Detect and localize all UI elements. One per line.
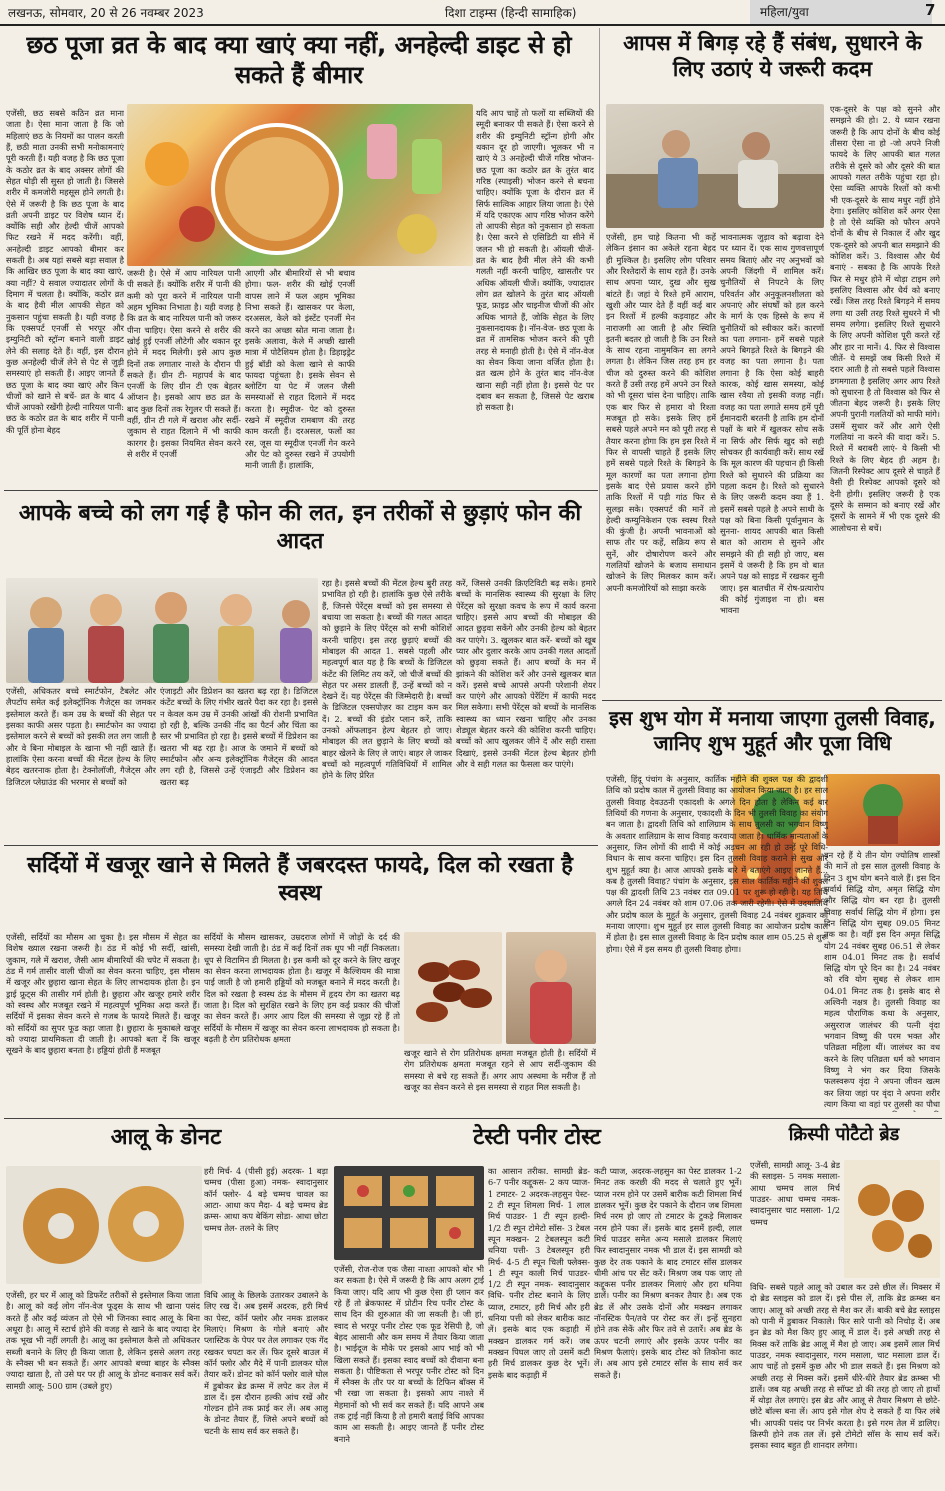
dates-column-2: सर्दियों के मौसम खासकर, उम्रदराज लोगों में जोड़ों के दर्द की समस्या देखी जाती है। ठंड में कई दिनों तक धूप भी नहीं निकलता। धूप से विटामिन डी मिलता है। इस कमी को दूर करने के लिए खजूर का सेवन करना लाभदायक होता है। खजूर में कैल्शियम की मात्रा पाई जाती है जो हमारी हड्डियों को मजबूत बनाने में मदद करती है। दिल को रखता है स्वस्थ ठंड के मौसम में हृदय रोग का खतरा बढ़ जाता है। दिल को सुरक्षित रखने के लिए हम कई प्रकार की चीजों का सेवन करते हैं। अगर आप दिल की समस्या से जूझ रहे हैं तो सर्दियों के मौसम में खजूर का सेवन करना लाभदायक हो सकता है। बढ़ती है रोग प्रतिरोधक क्षमता bbox=[204, 932, 400, 1044]
relationship-headline: आपस में बिगड़ रहे हैं संबंध, सुधारने के लिए उठाएं ये जरूरी कदम bbox=[623, 31, 922, 82]
potato-bread-method: विधि- सबसे पहले आलू को उबाल कर उसे छील लें। मिक्सर में दो ब्रेड स्लाइस को डाल दें। इसे पीस लें, ताकि ब्रेड क्रम्ब्स बन जाए। आलू को अच्छी तरह से मैश कर लें। बाकी बचे ब्रेड स्लाइस को पानी में डुबाकर निकाले। फिर सारे पानी को निचोड़ दें। अब इन ब्रेड को मैश किए हुए आलू में डाल दें। इसे अच्छी तरह से मिक्स करें ताकि ब्रेड आलू में मैश हो जाए। अब इसमें लाल मिर्च पाउडर, नमक स्वादानुसार, गरम मसाला, चाट मसाला डाल दें। आप चाहें तो इसमें कुछ और भी डाल सकते हैं। इस मिश्रण को अच्छी तरह से मिक्स करें। इसमें धीरे-धीरे तैयार ब्रेड क्रम्ब्स भी डालें। जब यह अच्छी तरह से सॉफ्ट डो की तरह हो जाए तो हाथों में थोड़ा तेल लगाएं। इस ब्रेड और आलू से तैयार मिश्रण से छोटे-छोटे बॉल्स बना लें। आप इसे गोल शेप दे सकते हैं या फिर लंबे भी। आपकी पसंद पर निर्भर करता है। इसे गरम तेल में डालिए। क्रिस्पी होने तक तल लें। इसे टोमेटो सॉस के साथ सर्व करें। इसका स्वाद बहुत ही शानदार लगेगा। bbox=[750, 1282, 940, 1451]
woman-health-photo bbox=[506, 932, 596, 1044]
section-rule bbox=[602, 700, 942, 701]
paneer-toast-headline: टेस्टी पनीर टोस्ट bbox=[473, 1125, 601, 1150]
dates-headline: सर्दियों में खजूर खाने से मिलते हैं जबरदस्त फायदे, दिल को रखता है स्वस्थ bbox=[27, 853, 573, 906]
section-rule bbox=[4, 1118, 942, 1119]
aloo-donut-ingredients: हरी मिर्च- 4 (पीसी हुई) अदरक- 1 बड़ा चम्मच (पीसा हुआ) नमक- स्वादानुसार कॉर्न फ्लोर- 4 बड़े चम्मच चावल का आटा- आधा कप मैदा- 4 बड़े चम्मच ब्रेड क्रम्स- आधा कप बेकिंग सोडा- आधा छोटा चम्मच तेल- तलने के लिए bbox=[204, 1166, 328, 1233]
couple-argument-photo bbox=[606, 104, 824, 228]
chhath-fruits-photo bbox=[127, 104, 473, 266]
section-label: महिला/युवा bbox=[750, 0, 932, 24]
paneer-toast-column-1: एजेंसी, रोज-रोज एक जैसा नाश्ता आपको बोर भी कर सकता है। ऐसे में जरूरी है कि आप अलग ट्राई किया जाए। यदि आप भी कुछ ऐसा ही प्लान कर रहे हैं तो ब्रेकफास्ट में प्रोटीन रिच पनीर टोस्ट के साथ दिन की शुरुआत की जा सकती है। जी हां, स्वाद से भरपूर पनीर टोस्ट एक फूड रेसिपी है, जो बेहद आसानी और कम समय में तैयार किया जाता है। भाईदूज के मौके पर इसको आप भाई को भी खिला सकते हैं। इसका स्वाद बच्चों को दीवाना बना सकता है। पौष्टिकता से भरपूर पनीर टोस्ट को दिन में स्नैक्स के तौर पर या बच्चों के टिफिन बॉक्स में भी रखा जा सकता है। इसको आप नाश्ते में मेहमानों को भी सर्व कर सकते हैं। यदि आपने अब तक ट्राई नहीं किया है तो हमारी बताई विधि आपका काम आ सकती है। आइए जानते हैं पनीर टोस्ट बनाने bbox=[334, 1264, 484, 1444]
paneer-toast-photo bbox=[334, 1166, 484, 1260]
potato-bread-ingredients: एजेंसी, सामग्री आलू- 3-4 ब्रेड की स्लाइस- 5 नमक मसाला- आधा चम्मच लाल मिर्च पाउडर- आधा चम्मच नमक- स्वादानुसार चाट मसाला- 1/2 चम्मच bbox=[750, 1160, 840, 1227]
phone-column-4: करें, जिससे उनकी क्रिएटिविटी बढ़ सके। हमारे बच्चों के मानसिक स्वास्थ्य की सुरक्षा के लिए पेरेंट्स को सुरक्षा कवच के रूप में कार्य करना चाहिए। इससे आप बच्चों की मोबाइल की आदत छुड़वा सकेंगे और उनकी हेल्थ को बेहतर कर पाएंगे। 3. खुलकर बात करें- बच्चों को खूब प्यार और दुलार करके आप उनकी गलत आदतों को छुड़वा सकते हैं। आप बच्चों के मन में झांकने की कोशिश करें और उनसे खुलकर बात करें। इससे बच्चे आपसे अपनी परेशानी शेयर कर पाएंगे और आपको पेरेंटिंग में काफी मदद मिल सकेगा। सभी पेरेंट्स को बच्चों के मानसिक स्वास्थ्य का ध्यान रखना चाहिए और उनका शेड्यूल बेहतर करने की कोशिश करनी चाहिए। बच्चों को आप खुलकर जीने दें और सही रास्ता दिखाएं, इससे उनकी मेंटल हेल्थ बेहतर होगी और वे सही गलत का फैसला कर पाएंगे। bbox=[456, 578, 596, 769]
aloo-donut-column-1: एजेंसी, हर घर में आलू को डिफरेंट तरीकों से इस्तेमाल किया जाता है। आलू को कई लोग नॉन-वेज फूड्स के साथ भी खाना पसंद करते हैं और कई व्यंजन तो ऐसे भी जिनका स्वाद आलू के बिना अधूरा है। आलू में स्टार्च होने की वजह से खाने के बाद ज्यादा देर तक भूख भी नहीं लगती है। आलू का इस्तेमाल कैसे तो अधिकतर सब्जी बनाने के लिए ही किया जाता है, लेकिन इससे अलग तरह के स्नैक्स भी बन सकते हैं। अगर आपको बच्चा बाहर के स्नैक्स ज्यादा खाता है, तो उसे घर पर ही आलू के डोनट बनाकर सर्व करें। सामग्री आलू- 500 ग्राम (उबले हुए) bbox=[6, 1290, 200, 1391]
aloo-donut-headline: आलू के डोनट bbox=[110, 1125, 222, 1150]
phone-headline: आपके बच्चे को लग गई है फोन की लत, इन तरीकों से छुड़ाएं फोन की आदत bbox=[18, 501, 582, 554]
chhath-column-4: यदि आप चाहें तो फलों या सब्जियों की स्मूदी बनाकर पी सकते हैं। ऐसा करने से शरीर की इम्युनिटी स्ट्रॉन्ग होगी और थकान दूर हो जाएगी। भूलकर भी न खाएं ये 3 अनहेल्दी चीजें गरिष्ठ भोजन- छठ पूजा का कठोर व्रत के तुरंत बाद गरिष्ठ (स्पाइसी) भोजन करने से बचना चाहिए। क्योंकि पूजा के दौरान व्रत में सिर्फ सात्विक आहार लिया जाता है। ऐसे में यदि एकाएक आप गरिष्ठ भोजन करेंगे तो आपकी सेहत को नुकसान हो सकता है। ऐसा करने से एसिडिटी या सीने में जलन भी हो सकती है। ऑयली चीजें- व्रत के बाद हैवी मील लेने की कभी गलती नहीं करनी चाहिए, खासतौर पर अधिक ऑयली चीजें। क्योंकि, ज्यादातर लोग व्रत खोलने के तुरंत बाद ऑयली फूड, फ्राइड और चाइनीज चीजों की ओर अधिक भागते हैं, जोकि सेहत के लिए नुकसानदायक है। नॉन-वेज- छठ पूजा के व्रत में तामसिक भोजन करने की पूरी तरह से मनाही होती है। ऐसे में नॉन-वेज का सेवन किया जाना वर्जित होता है। व्रत खत्म होने के तुरंत बाद नॉन-वेज खाना सही नहीं होता है। इससे पेट पर दबाव बन सकता है, जिससे पेट खराब हो सकता है। bbox=[476, 108, 594, 413]
dates-fruit-photo bbox=[404, 932, 502, 1044]
potato-bread-headline: क्रिस्पी पोटैटो ब्रेड bbox=[788, 1124, 900, 1145]
section-rule bbox=[4, 490, 598, 491]
aloo-donut-photo bbox=[6, 1166, 202, 1284]
potato-bread-photo bbox=[844, 1160, 940, 1278]
phone-column-3: रहा है। इससे बच्चों की मेंटल हेल्थ बुरी तरह प्रभावित हो रही है। हालांकि कुछ ऐसे तरीके हैं, जिनसे पेरेंट्स बच्चों को इस समस्या से बचाया जा सकता है। बच्चों की गलत आदत को छुड़ाने के लिए पेरेंट्स को सभी कोशिशें करनी चाहिए। इस तरह छुड़ाएं बच्चों की मोबाइल की आदत 1. सबसे पहली और महत्वपूर्ण बात यह है कि बच्चों के डिजिटल कंटेंट की लिमिट तय करें, जो चीजें बच्चों की सेहत पर असर डालती हैं, उन्हें बच्चों को न देखने दें। यह पेरेंट्स की जिम्मेदारी है। बच्चों के डिजिटल एक्सपोज़र का टाइम कम कर दें। 2. बच्चों की इंडोर प्लान करें, ताकि उनको ऑफलाइन हेल्प बेहतर हो जाए। मोबाइल की लत छुड़ाने के लिए बच्चों को बाहर खेलने के लिए ले जाएं। बाहर ले जाकर बच्चों को महत्वपूर्ण गतिविधियों में शामिल होने के लिए प्रेरित bbox=[322, 578, 452, 781]
phone-column-1: एजेंसी, अधिकतर बच्चे स्मार्टफोन, टैबलेट और लैपटॉप समेत कई इलेक्ट्रॉनिक गैजेट्स का जमकर इस्तेमाल करते हैं। कम उम्र के बच्चों की सेहत पर इसका काफी असर पड़ता है। स्मार्टफोन का ज्यादा इस्तेमाल करने से बच्चों को इसकी लत लग जाती है और वे बिना मोबाइल के खाना भी नहीं खाते हैं। हालांकि ऐसा करना बच्चों की मेंटल हेल्थ के लिए बेहद खतरनाक होता है। टेक्नोलॉजी, गैजेट्स और डिजिटल प्लेग्राउंड की भरमार से बच्चों को bbox=[6, 686, 156, 787]
relationship-column-2: भावनात्मक जुड़ाव को बढ़ावा देने पर ध्यान दें। एक साथ गुणवत्तापूर्ण समय बिताएं और नए अनुभवों को अपनी जिंदगी में शामिल करें। चुनौतियों से निपटने के लिए परिवर्तन और अनुकूलनशीलता को अपनाएं और संघर्षों को हल करने के मार्ग के एक हिस्से के रूप में चुनौतियों को स्वीकार करें। कारणों का पता लगाना- हमें सबसे पहले अपने बिगड़ते रिश्ते के बिगड़ने की वजह का पता लगाना है। पता लगाना है कि ऐसा कोई बाहरी कारक, कोई खास समस्या, कोई खास रवैया तो इसकी वजह नहीं। वजह का पता लगाते समय हमें पूरी ईमानदारी बरतनी है ताकि हम दोनों पक्षों के बारे में खुलकर सोच सकें ना सिर्फ और सिर्फ खुद को सही सोचकर ही कार्यवाही करें। साथ रखें कि मूल कारण की पहचान ही किसी रिश्ते को सुधारने की प्रक्रिया का पहला कदम है। रिश्ते को सुधारने के लिए जरूरी कदम क्या हैं 1. इसमें सबसे पहले है अपने साथी के पक्ष को बिना किसी पूर्वानुमान के सुनना- शायद आपकी बात किसी बात को आराम से सुनने और समझने की ही सही हो जाए, बस इसमें ये जरूरी है कि हम वो बात अपने पक्ष को साइड में रखकर सुनी जाए। इस बातचीत में रोष-प्रत्यारोप की कोई गुंजाइश ना हो। बस भावना bbox=[720, 232, 824, 616]
page-header bbox=[0, 0, 945, 26]
issue-date: लखनऊ, सोमवार, 20 से 26 नवम्बर 2023 bbox=[8, 6, 204, 20]
tulsi-column-2: बन रहे हैं ये तीन योग ज्योतिष शास्त्रों की मानें तो इस साल तुलसी विवाह के दिन 3 शुभ योग बनने वाले हैं। इस दिन सर्वार्थ सिद्धि योग, अमृत सिद्धि योग और सिद्धि योग बन रहा है। तुलसी विवाह सर्वार्थ सिद्धि योग में होगा। इस दिन सिद्धि योग सुबह 09.05 मिनट तक का है। वहीं इस दिन अमृत सिद्धि योग 24 नवंबर सुबह 06.51 से लेकर शाम 04.01 मिनट तक है। सर्वार्थ सिद्धि योग पूरे दिन का है। 24 नवंबर को रवि योग सुबह से लेकर शाम 04.01 मिनट तक है। इसके बाद से अश्विनी नक्षत्र है। तुलसी विवाह का महत्व पौराणिक कथा के अनुसार, असुरराज जालंधर की पत्नी वृंदा भगवान विष्णु की परम भक्त और पतिव्रता महिला थीं। जालंधर का वध करने के लिए पतिव्रता धर्म को भगवान विष्णु ने भंग कर दिया जिसके फलस्वरूप वृंदा ने अपना जीवन खत्म कर लिया जहां पर वृंदा ने अपना शरीर त्याग किया था वहां पर तुलसी का पौधा bbox=[824, 850, 940, 1109]
page-number: 7 bbox=[925, 1, 936, 19]
newspaper-name: दिशा टाइम्स (हिन्दी सामाहिक) bbox=[445, 6, 577, 20]
tulsi-plant-photo bbox=[826, 774, 940, 846]
relationship-column-1: एजेंसी, हम चाहे कितना भी कहें लेकिन इंसान का अकेले रहना बेहद ही मुश्किल है। इसलिए लोग परिवार और रिश्तेदारों के साथ रहते हैं। उनके साथ अपना प्यार, दुख और सुख बांटते हैं। जहां ये रिश्ते हमें आराम, खुशी और प्यार देते हैं वहीं कई बार इन रिश्तों में हल्की कड़वाहट और नाराजगी आ जाती है और स्थिति इतनी बदतर हो जाती है कि उन रिश्ते के साथ रहना नामुमकिन सा लगने लगता है। लेकिन जिस तरह हम हर चीज को दुरुस्त करने की कोशिश करते हैं उसी तरह हमें अपने उन रिश्ते को भी दूसरा चांस देना चाहिए। ताकि एक बार फिर से हमारा वो रिश्ता मजबूत हो सके। इसके लिए हमें सबसे पहले अपने मन को पूरी तरह से तैयार करना होगा कि हम इस रिश्ते में फिर से वापसी चाहते हैं इसके लिए हमें सबसे पहले रिश्ते के बिगड़ने के मूल कारणों का पता लगाना होगा इसके बाद ऐसे प्रयास करने होंगे ताकि रिश्तों में पड़ी गांठ फिर से सुलझ सके। एक्सपर्ट की मानें तो हेल्दी कम्युनिकेशन एक स्वस्थ रिश्ते की कुंजी है। अपनी भावनाओं को साफ तौर पर कहें, सक्रिय रूप से सुनें, और दोषारोपण करने और गलतियों खोजने के बजाय समाधान खोजने के लिए मिलकर काम करें। अपनी कमजोरियों को साझा करके bbox=[606, 232, 716, 593]
chhath-column-1: एजेंसी, छठ सबसे कठिन व्रत माना जाता है। ऐसा माना जाता है कि जो महिलाएं छठ के नियमों का पालन करती हैं, छठी माता उनकी सभी मनोकामनाएं पूरी करती हैं। यही वजह है कि छठ पूजा के कठोर व्रत के बाद अक्सर लोगों की सेहत थोड़ी सी सुस्त हो जाती है। जिससे शरीर में कमजोरी महसूस होने लगती है। ऐसे में जरूरी है कि छठ पूजा के बाद व्रती अपनी डाइट पर विशेष ध्यान दें। क्योंकि सही और हेल्दी चीजें आपको फिट रखने में मदद करेंगी। वहीं, अनहेल्दी डाइट आपको बीमार कर सकती है। अब यहां सबसे बड़ा सवाल है कि आखिर छठ पूजा के बाद क्या खाएं, क्या नहीं? ये सवाल ज्यादातर लोगों के दिमाग में चलता है। क्योंकि, कठोर व्रत के बाद हैवी मील आपकी सेहत को नुकसान पहुंचा सकती है। यही वजह है कि एक्सपर्ट एनर्जी से भरपूर और इम्युनिटी को स्ट्रॉन्ग बनाने वाली डाइट लेने की सलाह देते हैं। वहीं, इस दौरान कुछ अनहेल्दी चीजें लेने से पेट से जुड़ी समस्याएं हो सकती हैं। आइए जानते हैं छठ पूजा के बाद क्या खाएं और किन चीजों को खाने से बचें- व्रत के बाद 4 चीजें आपको रखेंगी हेल्दी नारियल पानी: छठ के कठोर व्रत के बाद शरीर में पानी की पूर्ति होना बेहद bbox=[6, 108, 124, 435]
chhath-headline: छठ पूजा व्रत के बाद क्या खाएं क्या नहीं, अनहेल्दी डाइट से हो सकते हैं बीमार bbox=[26, 31, 572, 89]
paneer-toast-ingredients: का आसान तरीका. सामग्री ब्रेड- 6-7 पनीर कद्दूकस- 2 कप प्याज- 1 टमाटर- 2 अदरक-लहसुन पेस्ट- 2 टी स्पून शिमला मिर्च- 1 लाल मिर्च पाउडर- 1 टी स्पून हल्दी- 1/2 टी स्पून टोमेटो सॉस- 3 टेबल स्पून मक्खन- 2 टेबलस्पून कटी धनिया पत्ती- 3 टेबलस्पून हरी मिर्च- 4-5 टी स्पून चिली फ्लेक्स- 1 टी स्पून काली मिर्च पाउडर- 1/2 टी स्पून नमक- स्वादानुसार विधि- पनीर टोस्ट बनाने के लिए प्याज, टमाटर, हरी मिर्च और हरी धनिया पत्ती को लेकर बारीक काट लें। इसके बाद एक कड़ाही में मक्खन डालकर गर्म करें। जब मक्खन पिघल जाए तो उसमें कटी हरी मिर्च डालकर कुछ देर भूनें। इसके बाद कड़ाही में bbox=[488, 1166, 590, 1380]
column-divider bbox=[599, 28, 600, 688]
chhath-column-3: आएगी और बीमारियों से भी बचाव होगा। फल- शरीर की खोई एनर्जी वापस लाने में फल अहम भूमिका निभा सकते हैं। खासकर पर केला, दरअसल, केले को इंस्टेंट एनर्जी मेन करने का अच्छा स्रोत माना जाता है। इसके अलावा, केले में अच्छी खासी मात्रा में पोटैशियम होता है। डिहाइड्रेट हुई बॉडी को केला खाने से काफी फायदा पहुंचता है। इसके सेवन से ब्लोटिंग या पेट में जलन जैसी समस्याओं से राहत दिलाने में मदद करता है। स्मूदीज- पेट को दुरुस्त रखने में स्मूदीज रामबाण की तरह काम करती हैं। दरअसल, फलों का रस, जूस या स्मूदीज एनर्जी गेन करने और पेट को दुरुस्त रखने में उपयोगी मानी जाती हैं। हालांकि, bbox=[245, 268, 355, 471]
phone-column-2: एंजाइटी और डिप्रेशन का खतरा बढ़ रहा है। डिजिटल कंटेंट बच्चों के लिए गंभीर खतरे पैदा कर रहा है। इससे न केवल कम उम्र में उनकी आंखों की रोशनी प्रभावित हो रही है, बल्कि उनकी नींद का पैटर्न और चिंता का स्तर भी प्रभावित हो रहा है। इससे बच्चों में डिप्रेशन का खतरा भी बढ़ रहा है। आज के जमाने में बच्चों को स्मार्टफोन और अन्य इलेक्ट्रॉनिक गैजेट्स की आदत लग रही है, जिससे उन्हें एंजाइटी और डिप्रेशन का खतरा बढ़ bbox=[160, 686, 318, 787]
kids-with-phones-photo bbox=[6, 578, 318, 683]
section-rule bbox=[4, 845, 598, 846]
paneer-toast-method: कटी प्याज, अदरक-लहसुन का पेस्ट डालकर 1-2 मिनट तक करछी की मदद से चलाते हुए भूनें। प्याज नरम होने पर उसमें बारीक कटी शिमला मिर्च डालकर भूनें। कुछ देर पकाने के दौरान जब शिमला मिर्च नरम हो जाए तो टमाटर के टुकड़े मिलाकर नरम होने पका लें। इसके बाद इसमें हल्दी, लाल मिर्च पाउडर समेत अन्य मसाले डालकर मिलाएं फिर स्वादानुसार नमक भी डाल दें। इस सामग्री को कुछ देर तक पकाने के बाद टमाटर सॉस डालकर धीमी आंच पर सेंट करें। मिश्रण जब पक जाए तो कद्दूकस पनीर डालकर मिलाएं और हरा धनिया डालें। पनीर का मिश्रण बनकर तैयार है। अब एक ब्रेड लें और उसके दोनों और मक्खन लगाकर नॉनस्टिक पैन/तवे पर रोस्ट कर लें। इन्हें सुनहरा होने तक सेकें और फिर तवे से उतारें। अब ब्रेड के ऊपर चटनी लगाएं और इसके ऊपर पनीर का मिश्रण फैलाएं। इसके बाद टोस्ट को तिकोना काट लें। अब आप इसे टमाटर सॉस के साथ सर्व कर सकते हैं। bbox=[594, 1166, 742, 1380]
tulsi-headline: इस शुभ योग में मनाया जाएगा तुलसी विवाह, जानिए शुभ मुहूर्त और पूजा विधि bbox=[609, 706, 936, 755]
chhath-column-2: जरूरी है। ऐसे में आप नारियल पानी पी सकते हैं। क्योंकि शरीर में पानी की कमी को पूरा करने में नारियल पानी अहम भूमिका निभाता है। यही वजह है कि व्रत के बाद नारियल पानी को जरूर पीना चाहिए। ऐसा करने से शरीर की खोई हुई एनर्जी लौटेगी और थकान दूर होने में मदद मिलेगी। इसे आप कुछ दिनों तक लगातार नाश्ते के दौरान पी सकते हैं। ग्रीन टी- महापर्व के बाद एनर्जी के लिए ग्रीन टी एक बेहतर ऑप्शन है। इसको आप छठ व्रत के बाद कुछ दिनों तक रेगुलर पी सकते हैं। वहीं, ग्रीन टी गले में खराश और सर्दी-जुकाम से राहत दिलाने में भी काफी कारगर है। इसका नियमित सेवन करने से शरीर में एनर्जी bbox=[127, 268, 241, 459]
tulsi-column-1: एजेंसी, हिंदू पंचांग के अनुसार, कार्तिक महीने की शुक्ल पक्ष की द्वादशी तिथि को प्रदोष काल में तुलसी विवाह का आयोजन किया जाता है। हर साल तुलसी विवाह देवउठनी एकादशी के अगले दिन होता है लेकिन कई बार तिथियों की गणना के अनुसार, एकादशी के दिन भी तुलसी विवाह का संयोग बन जाता है। द्वादशी तिथि को शालिग्राम के साथ तुलसी का भगवान विष्णु के अवतार शालिग्राम के साथ विवाह करवाया जाता है। धार्मिक मान्यताओं के अनुसार, जिन लोगों की शादी में कोई अड़चन आ रही हो उन्हें पूरे विधि-विधान के साथ करना चाहिए। इस दिन तुलसी विवाह कराने से सुख और शुभ मुहूर्त क्या है। आज आपको इसके बारे में बताएंगे आइए जानते हैं... कब है तुलसी विवाह? पंचांग के अनुसार, इस साल कार्तिक महीने की शुक्ल पक्ष की द्वादशी तिथि 23 नवंबर रात 09.01 पर शुरू हो रही है। यह तिथि अगले दिन 24 नवंबर को शाम 07.06 तक जारी रहेगी। ऐसे में उदयातिथि और प्रदोष काल के मुहूर्त के अनुसार, तुलसी विवाह 24 नवंबर शुक्रवार को मनाया जाएगा। शुभ मुहूर्त हर साल तुलसी विवाह का आयोजन प्रदोष काल में होता है। इस साल तुलसी विवाह के दिन प्रदोष काल शाम 05.25 से शुरू होगा। ऐसे में इस समय ही तुलसी विवाह होगा। bbox=[606, 774, 828, 954]
relationship-column-3: एक-दूसरे के पक्ष को सुनने और समझने की हो। 2. ये ध्यान रखना जरूरी है कि आप दोनों के बीच कोई तीसरा ऐसा ना हो -जो अपने निजी फायदे के लिए आपकी बात गलत तरीके से दूसरे को और दूसरे की बात आपको गलत तरीके पहुंचा रहा हो। ऐसा व्यक्ति आपके रिश्तों को कभी भी एक-दूसरे के साथ मधुर नहीं होने देगा। इसलिए कोशिश करें अगर ऐसा है तो ऐसे व्यक्ति को फौरन अपने दोनों के बीच से निकाल दें और खुद एक-दूसरे को अपनी बात समझाने की कोशिश करें। 3. विश्वास और धैर्य बनाएं - सबका है कि आपके रिश्ते फिर से मधुर होने में थोड़ा टाइम लगे इसलिए विश्वास और धैर्य को बनाए रखें। जिस तरह रिश्ते बिगड़ने में समय लगा था उसी तरह रिश्ते सुधरने में भी समय लगेगा। इसलिए रिश्ते सुधारने के लिए अपनी कोशिश पूरी करते रहें और हार ना मानें। 4. फिर से विश्वास जीतें- ये समझें जब किसी रिश्ते में दरार आती है तो सबसे पहले विश्वास डगमगाता है इसलिए अगर आप रिश्ते को सुधारना है तो विश्वास को फिर से जीतना बेहद जरूरी है। इसके लिए अपनी पुरानी गलतियों को माफी मांगे। उसमें सुधार करें और आगे ऐसी गलतियां ना करने की वादा करें। 5. रिश्ते में बराबरी लाएं- ये किसी भी रिश्ते के लिए बेहद ही अहम है। जितनी रिस्पेक्ट आप दूसरे से चाहते हैं वैसी ही रिस्पेक्ट आपको दूसरे को देनी होगी। इसलिए जरूरी है एक दूसरे के सम्मान को बनाए रखें और दूसरों के सामने में भी एक दूसरे की आलोचना से बचें। bbox=[830, 104, 940, 533]
aloo-donut-method: विधि आलू के छिलके उतारकर उबालने के लिए रख दें। अब इसमें अदरक, हरी मिर्च का पेस्ट, कॉर्न फ्लोर और नमक डालकर मिलाएं। मिश्रण के गोले बनाएं और प्लास्टिक के पेपर पर तेल लगाकर एक गेंद रखकर चपटा कर लें। फिर दूसरे बाउल में कॉर्न फ्लोर और मैदे में पानी डालकर घोल तैयार करें। डोनट को कॉर्न फ्लोर वाले घोल में डुबोकर ब्रेड क्रम्स में लपेट कर तेल में डाल दें। इस दौरान हल्की आंच रखें और गोल्डन होने तक फ्राई कर लें। अब आलू के डोनट तैयार हैं, जिसे अपने बच्चों को चटनी के साथ सर्व कर सकते हैं। bbox=[204, 1290, 328, 1436]
dates-column-3: खजूर खाने से रोग प्रतिरोधक क्षमता मजबूत होती है। सर्दियों में रोग प्रतिरोधक क्षमता मजबूत रहने से आप सर्दी-जुकाम की समस्या से बचे रह सकते हैं। अगर आप अस्थमा के मरीज हैं तो खजूर का सेवन करने से इस समस्या से राहत मिल सकती है। bbox=[404, 1048, 596, 1092]
dates-column-1: एजेंसी, सर्दियों का मौसम आ चुका है। इस मौसम में सेहत का विशेष ख्याल रखना जरूरी है। ठंड में कोई भी सर्दी, खांसी, जुकाम, गले में खराश, जैसी आम बीमारियों की चपेट में सकता है। ठंड में गर्म तासीर वाली चीजों का सेवन करना चाहिए, इस मौसम में खजूर और छुहारा खाना सेहत के लिए लाभदायक होता है। इन ड्राई फ्रूट्स की तासीर गर्म होती है। छुहारा और खजूर हमारे शरीर को स्वस्थ और मजबूत रखने में महत्वपूर्ण भूमिका अदा करते हैं। सर्दियों में इसका सेवन करने से गजब के फायदे मिलते हैं। खजूर को सर्दियों का सुपर फूड कहा जाता है। छुहारा के मुकाबले खजूर को ज्यादा प्राथमिकता दी जाती है। आपको बता दें कि खजूर सूखने के बाद छुहारा बनता है। हड्डियां होती हैं मजबूत bbox=[6, 932, 200, 1056]
